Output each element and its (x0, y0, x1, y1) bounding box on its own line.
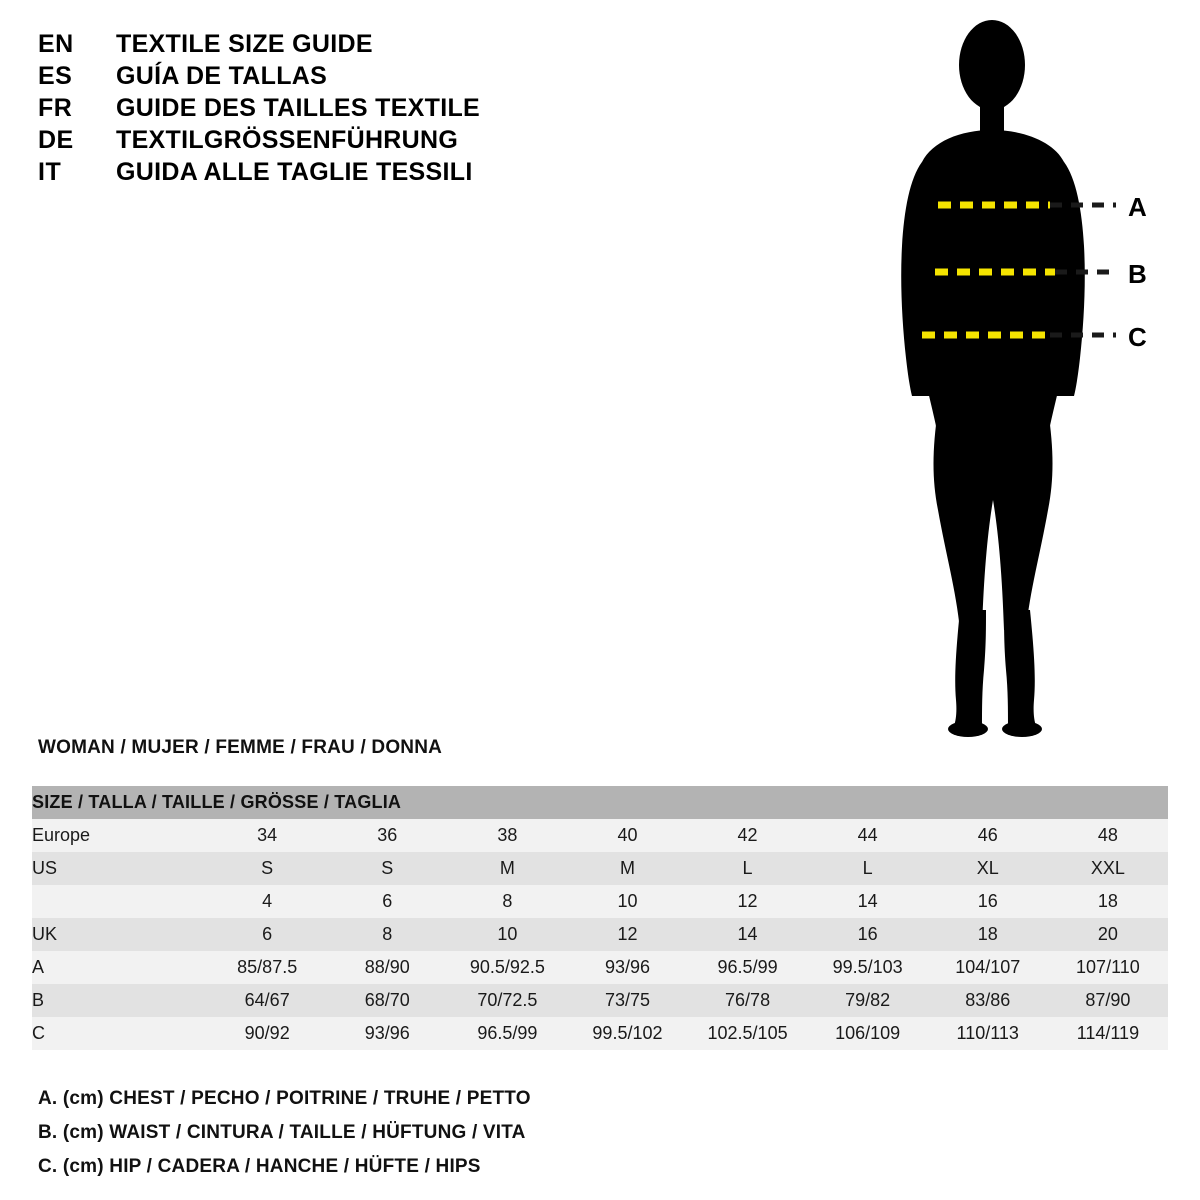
language-title: GUIDA ALLE TAGLIE TESSILI (116, 158, 473, 186)
table-cell: 20 (1048, 918, 1168, 951)
language-row (38, 30, 658, 59)
section-heading: WOMAN / MUJER / FEMME / FRAU / DONNA (38, 737, 443, 758)
row-label: B (32, 984, 207, 1017)
table-cell: 6 (327, 885, 447, 918)
table-cell: 16 (808, 918, 928, 951)
table-cell: 70/72.5 (447, 984, 567, 1017)
table-cell: 88/90 (327, 951, 447, 984)
table-cell: 6 (207, 918, 327, 951)
table-cell: 64/67 (207, 984, 327, 1017)
table-cell: 102.5/105 (688, 1017, 808, 1050)
language-code: DE (38, 126, 74, 154)
table-cell: 93/96 (567, 951, 687, 984)
table-cell: 85/87.5 (207, 951, 327, 984)
table-cell: 73/75 (567, 984, 687, 1017)
legend-item-c: C. (cm) HIP / CADERA / HANCHE / HÜFTE / HIPS (38, 1156, 481, 1177)
table-cell: 93/96 (327, 1017, 447, 1050)
table-row (32, 984, 1168, 1017)
table-cell: 44 (808, 819, 928, 852)
table-cell: 40 (567, 819, 687, 852)
language-title-block (38, 30, 658, 190)
row-label (32, 885, 207, 918)
language-code: IT (38, 158, 62, 186)
table-cell: 87/90 (1048, 984, 1168, 1017)
table-row (32, 819, 1168, 852)
language-title: TEXTILE SIZE GUIDE (116, 30, 373, 58)
table-cell: 99.5/102 (567, 1017, 687, 1050)
table-cell: 8 (447, 885, 567, 918)
female-silhouette-icon (860, 10, 1190, 750)
language-row (38, 62, 658, 91)
table-row (32, 885, 1168, 918)
language-code: EN (38, 30, 74, 58)
legend-item-a: A. (cm) CHEST / PECHO / POITRINE / TRUHE / PETTO (38, 1088, 531, 1109)
table-cell: 48 (1048, 819, 1168, 852)
table-header-label: SIZE / TALLA / TAILLE / GRÖSSE / TAGLIA (32, 786, 1168, 819)
table-cell: 4 (207, 885, 327, 918)
table-cell: XL (928, 852, 1048, 885)
language-title: GUIDE DES TAILLES TEXTILE (116, 94, 481, 122)
table-cell: 14 (688, 918, 808, 951)
table-cell: 14 (808, 885, 928, 918)
table-row (32, 918, 1168, 951)
measure-label-a: A (1128, 192, 1147, 222)
table-cell: 46 (928, 819, 1048, 852)
legend-item-b: B. (cm) WAIST / CINTURA / TAILLE / HÜFTUNG / VITA (38, 1122, 526, 1143)
table-cell: 36 (327, 819, 447, 852)
row-label: UK (32, 918, 207, 951)
table-cell: 96.5/99 (447, 1017, 567, 1050)
table-cell: M (447, 852, 567, 885)
table-cell: 10 (447, 918, 567, 951)
table-row (32, 951, 1168, 984)
table-cell: 12 (567, 918, 687, 951)
table-cell: 12 (688, 885, 808, 918)
table-cell: 104/107 (928, 951, 1048, 984)
row-label: A (32, 951, 207, 984)
row-label: US (32, 852, 207, 885)
language-code: FR (38, 94, 73, 122)
row-label: Europe (32, 819, 207, 852)
table-cell: 106/109 (808, 1017, 928, 1050)
language-title: GUÍA DE TALLAS (116, 62, 328, 90)
table-cell: 38 (447, 819, 567, 852)
table-cell: 18 (1048, 885, 1168, 918)
language-code: ES (38, 62, 73, 90)
language-row (38, 126, 658, 155)
table-cell: 96.5/99 (688, 951, 808, 984)
measurement-legend (38, 1088, 531, 1190)
table-cell: 99.5/103 (808, 951, 928, 984)
table-cell: 107/110 (1048, 951, 1168, 984)
size-table (32, 786, 1168, 1050)
table-cell: M (567, 852, 687, 885)
language-row (38, 158, 658, 187)
table-cell: 18 (928, 918, 1048, 951)
table-cell: 34 (207, 819, 327, 852)
table-cell: 90.5/92.5 (447, 951, 567, 984)
language-title: TEXTILGRÖSSENFÜHRUNG (116, 126, 459, 154)
table-row (32, 1017, 1168, 1050)
table-header-row (32, 786, 1168, 819)
language-row (38, 94, 658, 123)
measure-label-c: C (1128, 322, 1147, 352)
table-cell: 68/70 (327, 984, 447, 1017)
table-cell: L (808, 852, 928, 885)
table-row (32, 852, 1168, 885)
row-label: C (32, 1017, 207, 1050)
table-cell: 76/78 (688, 984, 808, 1017)
table-cell: 110/113 (928, 1017, 1048, 1050)
table-cell: 10 (567, 885, 687, 918)
table-cell: 79/82 (808, 984, 928, 1017)
table-cell: XXL (1048, 852, 1168, 885)
body-figure-diagram (860, 10, 1190, 750)
table-cell: L (688, 852, 808, 885)
table-cell: 42 (688, 819, 808, 852)
table-cell: S (207, 852, 327, 885)
measure-label-b: B (1128, 259, 1147, 289)
table-cell: S (327, 852, 447, 885)
table-cell: 114/119 (1048, 1017, 1168, 1050)
table-cell: 8 (327, 918, 447, 951)
table-cell: 83/86 (928, 984, 1048, 1017)
table-cell: 16 (928, 885, 1048, 918)
table-cell: 90/92 (207, 1017, 327, 1050)
